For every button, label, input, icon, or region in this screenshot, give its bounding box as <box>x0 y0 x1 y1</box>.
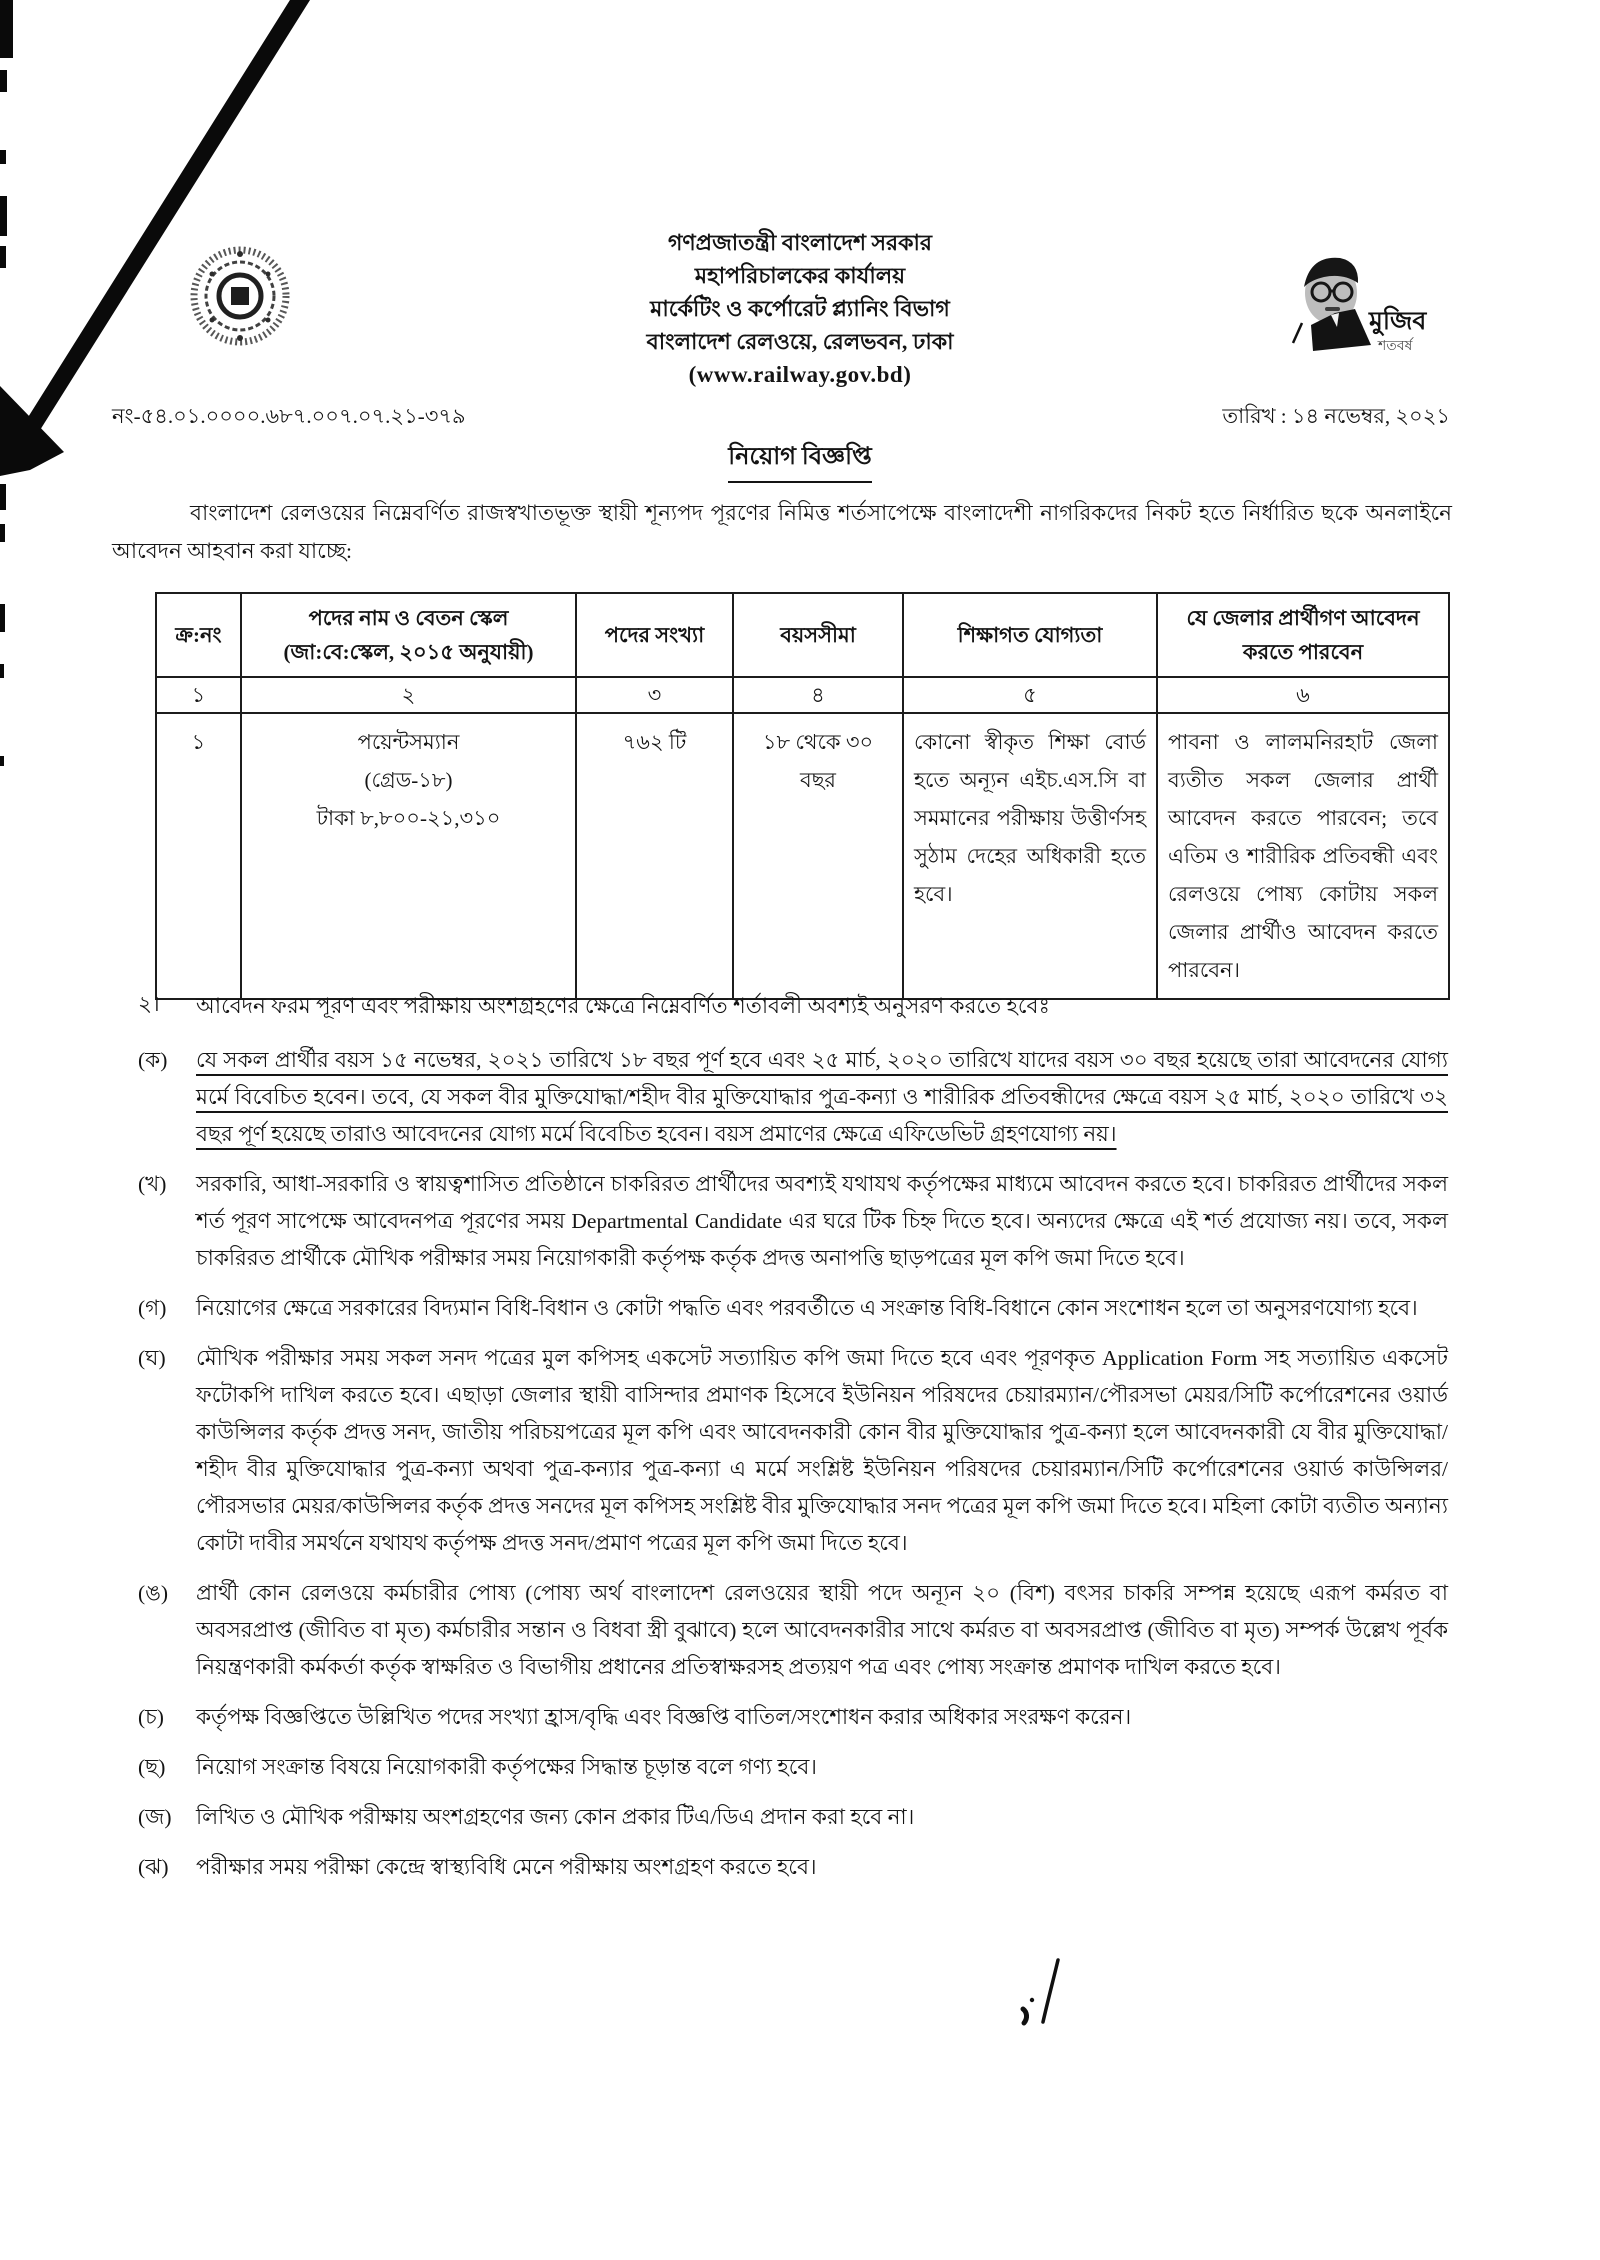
column-number-row <box>156 677 1449 713</box>
item-label: (গ) <box>138 1296 167 1320</box>
post-pay-scale: টাকা ৮,৮০০-২১,৩১০ <box>316 806 501 830</box>
website-text: (www.railway.gov.bd) <box>688 362 912 387</box>
item-label: (ঙ) <box>138 1581 169 1605</box>
condition-item <box>138 1799 1450 1836</box>
mujib-logo-word: মুজিব <box>1369 308 1427 335</box>
col-header-text: ক্র:নং <box>175 623 222 647</box>
handwritten-signature-mark <box>1005 1955 1085 2030</box>
age-range: ১৮ থেকে ৩০ <box>762 730 874 754</box>
col-number: ১ <box>156 677 241 713</box>
col-header-districts <box>1157 593 1449 677</box>
memo-number: নং-৫৪.০১.০০০০.৬৮৭.০০৭.০৭.২১-৩৭৯ <box>112 404 466 428</box>
cell-vacancies: ৭৬২ টি <box>576 713 733 999</box>
govt-header <box>400 226 1200 391</box>
org-line-4: বাংলাদেশ রেলওয়ে, রেলভবন, ঢাকা <box>646 329 954 354</box>
item-text: প্রার্থী কোন রেলওয়ে কর্মচারীর পোষ্য (পোষ্য অর্থ বাংলাদেশ রেলওয়ের স্থায়ী পদে অন্যূন ২০ (বিশ) বৎসর চাকরি সম্পন্ন হয়েছে এরূপ কর্মরত বা অবসরপ্রাপ্ত (জীবিত বা মৃত) কর্মচারীর সন্তান ও বিধবা স্ত্রী বুঝাবে) হলে আবেদনকারীর সাথে কর্মরত বা অবসরপ্রাপ্ত (জীবিত বা মৃত) সম্পর্ক উল্লেখ পূর্বক নিয়ন্ত্রণকারী কর্মকর্তা কর্তৃক স্বাক্ষরিত ও বিভাগীয় প্রধানের প্রতিস্বাক্ষরসহ প্রত্যয়ণ পত্র এবং পোষ্য সংক্রান্ত প্রমাণক দাখিল করতে হবে। <box>196 1581 1448 1679</box>
mujib-logo-subword: শতবর্ষ <box>1378 339 1413 354</box>
item-text: পরীক্ষার সময় পরীক্ষা কেন্দ্রে স্বাস্থ্যবিধি মেনে পরীক্ষায় অংশগ্রহণ করতে হবে। <box>196 1855 817 1879</box>
notice-title-wrap <box>0 438 1600 483</box>
col-header-text: পদের নাম ও বেতন স্কেল <box>308 606 509 630</box>
item-text: নিয়োগ সংক্রান্ত বিষয়ে নিয়োগকারী কর্তৃপক্ষের সিদ্ধান্ত চূড়ান্ত বলে গণ্য হবে। <box>196 1755 817 1779</box>
mujib-100-logo <box>1283 247 1428 362</box>
condition-item <box>138 1042 1450 1153</box>
condition-item <box>138 1166 1450 1277</box>
page-title: নিয়োগ বিজ্ঞপ্তি <box>728 438 871 483</box>
col-header-text: করতে পারবেন <box>1242 640 1364 664</box>
col-number: ৬ <box>1157 677 1449 713</box>
org-line-3: মার্কেটিং ও কর্পোরেট প্ল্যানিং বিভাগ <box>650 296 950 321</box>
col-header-text: যে জেলার প্রার্থীগণ আবেদন <box>1186 606 1420 630</box>
col-header-text: বয়সসীমা <box>780 623 856 647</box>
org-line-2: মহাপরিচালকের কার্যালয় <box>694 263 906 288</box>
col-header-sl <box>156 593 241 677</box>
col-number: ২ <box>241 677 576 713</box>
col-header-post <box>241 593 576 677</box>
item-text: যে সকল প্রার্থীর বয়স ১৫ নভেম্বর, ২০২১ তারিখে ১৮ বছর পূর্ণ হবে এবং ২৫ মার্চ, ২০২০ তারিখে যাদের বয়স ৩০ বছর হয়েছে তারা আবেদনের যোগ্য মর্মে বিবেচিত হবেন। তবে, যে সকল বীর মুক্তিযোদ্ধা/শহীদ বীর মুক্তিযোদ্ধার পুত্র-কন্যা ও শারীরিক প্রতিবন্ধীদের ক্ষেত্রে বয়স ২৫ মার্চ, ২০২০ তারিখে ৩২ বছর পূর্ণ হয়েছে তারাও আবেদনের যোগ্য মর্মে বিবেচিত হবেন। বয়স প্রমাণের ক্ষেত্রে এফিডেভিট গ্রহণযোগ্য নয়। <box>196 1048 1448 1146</box>
col-header-education <box>903 593 1157 677</box>
cell-education: কোনো স্বীকৃত শিক্ষা বোর্ড হতে অন্যূন এইচ.এস.সি বা সমমানের পরীক্ষায় উত্তীর্ণসহ সুঠাম দেহের অধিকারী হতে হবে। <box>903 713 1157 999</box>
item-text: লিখিত ও মৌখিক পরীক্ষায় অংশগ্রহণের জন্য কোন প্রকার টিএ/ডিএ প্রদান করা হবে না। <box>196 1805 915 1829</box>
section-heading: আবেদন ফরম পূরণ এবং পরীক্ষায় অংশগ্রহণের ক্ষেত্রে নিম্নেবর্ণিত শর্তাবলী অবশ্যই অনুসরণ করতে হবেঃ <box>196 994 1050 1018</box>
item-text: সরকারি, আধা-সরকারি ও স্বায়ত্বশাসিত প্রতিষ্ঠানে চাকরিরত প্রার্থীদের অবশ্যই যথাযথ কর্তৃপক্ষের মাধ্যমে আবেদন করতে হবে। চাকরিরত প্রার্থীদের সকল শর্ত পূরণ সাপেক্ষে আবেদনপত্র পূরণের সময় Departmental Candidate এর ঘরে টিক চিহ্ন দিতে হবে। অন্যদের ক্ষেত্রে এই শর্ত প্রযোজ্য নয়। তবে, সকল চাকরিরত প্রার্থীকে মৌখিক পরীক্ষার সময় নিয়োগকারী কর্তৃপক্ষ কর্তৃক প্রদত্ত অনাপত্তি ছাড়পত্রের মূল কপি জমা দিতে হবে। <box>196 1172 1448 1270</box>
memo-date-row <box>112 400 1450 435</box>
age-unit: বছর <box>800 768 836 792</box>
item-label: (ঝ) <box>138 1855 169 1879</box>
col-header-text: পদের সংখ্যা <box>604 623 705 647</box>
railway-seal-icon <box>190 238 290 356</box>
condition-item <box>138 1575 1450 1686</box>
item-label: (ছ) <box>138 1755 166 1779</box>
org-line-1: গণপ্রজাতন্ত্রী বাংলাদেশ সরকার <box>667 230 933 255</box>
post-grade: (গ্রেড-১৮) <box>364 768 453 792</box>
col-header-text: শিক্ষাগত যোগ্যতা <box>957 623 1103 647</box>
condition-item <box>138 1340 1450 1562</box>
section-heading-row <box>138 986 1450 1026</box>
table-header-row <box>156 593 1449 677</box>
item-text: মৌখিক পরীক্ষার সময় সকল সনদ পত্রের মুল কপিসহ একসেট সত্যায়িত কপি জমা দিতে হবে এবং পূরণকৃত Application Form সহ সত্যায়িত একসেট ফটোকপি দাখিল করতে হবে। এছাড়া জেলার স্থায়ী বাসিন্দার প্রমাণক হিসেবে ইউনিয়ন পরিষদের চেয়ারম্যান/পৌরসভা মেয়র/সিটি কর্পোরেশনের ওয়ার্ড কাউন্সিলর কর্তৃক প্রদত্ত সনদ, জাতীয় পরিচয়পত্রের মূল কপি এবং আবেদনকারী কোন বীর মুক্তিযোদ্ধার পুত্র-কন্যা হলে আবেদনকারী যে বীর মুক্তিযোদ্ধা/শহীদ বীর মুক্তিযোদ্ধার পুত্র-কন্যা অথবা পুত্র-কন্যার পুত্র-কন্যা এ মর্মে সংশ্লিষ্ট ইউনিয়ন পরিষদের চেয়ারম্যান/সিটি কর্পোরেশনের ওয়ার্ড কাউন্সিলর/পৌরসভার মেয়র/কাউন্সিলর কর্তৃক প্রদত্ত সনদের মূল কপিসহ সংশ্লিষ্ট বীর মুক্তিযোদ্ধার সনদ পত্রের মূল কপি জমা দিতে হবে। মহিলা কোটা ব্যতীত অন্যান্য কোটা দাবীর সমর্থনে যথাযথ কর্তৃপক্ষ প্রদত্ত সনদ/প্রমাণ পত্রের মূল কপি জমা দিতে হবে। <box>196 1346 1448 1555</box>
col-header-vacancies <box>576 593 733 677</box>
item-text: কর্তৃপক্ষ বিজ্ঞপ্তিতে উল্লিখিত পদের সংখ্যা হ্রাস/বৃদ্ধি এবং বিজ্ঞপ্তি বাতিল/সংশোধন করার অধিকার সংরক্ষণ করেন। <box>196 1705 1132 1729</box>
col-number: ৩ <box>576 677 733 713</box>
condition-item <box>138 1849 1450 1886</box>
post-title: পয়েন্টসম্যান <box>357 730 460 754</box>
cell-districts: পাবনা ও লালমনিরহাট জেলা ব্যতীত সকল জেলার প্রার্থী আবেদন করতে পারবেন; তবে এতিম ও শারীরিক প্রতিবন্ধী এবং রেলওয়ে পোষ্য কোটায় সকল জেলার প্রার্থীও আবেদন করতে পারবেন। <box>1157 713 1449 999</box>
date-text: তারিখ : ১৪ নভেম্বর, ২০২১ <box>1222 404 1450 428</box>
item-label: (খ) <box>138 1172 167 1196</box>
col-header-age <box>733 593 903 677</box>
vacancy-table <box>155 592 1450 1000</box>
col-number: ৫ <box>903 677 1157 713</box>
item-label: (চ) <box>138 1705 164 1729</box>
conditions-section <box>138 986 1450 1899</box>
condition-item <box>138 1749 1450 1786</box>
table-row <box>156 713 1449 999</box>
item-text: নিয়োগের ক্ষেত্রে সরকারের বিদ্যমান বিধি-বিধান ও কোটা পদ্ধতি এবং পরবর্তীতে এ সংক্রান্ত বিধি-বিধানে কোন সংশোধন হলে তা অনুসরণযোগ্য হবে। <box>196 1296 1418 1320</box>
section-number: ২। <box>138 992 160 1016</box>
condition-item <box>138 1290 1450 1327</box>
item-label: (জ) <box>138 1805 172 1829</box>
cell-sl: ১ <box>156 713 241 999</box>
col-header-text: (জা:বে:স্কেল, ২০১৫ অনুযায়ী) <box>283 640 534 664</box>
condition-item <box>138 1699 1450 1736</box>
item-label: (ঘ) <box>138 1346 166 1370</box>
intro-paragraph: বাংলাদেশ রেলওয়ের নিম্নেবর্ণিত রাজস্বখাতভূক্ত স্থায়ী শূন্যপদ পূরণের নিমিত্ত শর্তসাপেক্ষে বাংলাদেশী নাগরিকদের নিকট হতে নির্ধারিত ছকে অনলাইনে আবেদন আহবান করা যাচ্ছে: <box>112 501 1452 563</box>
col-number: ৪ <box>733 677 903 713</box>
cell-age <box>733 713 903 999</box>
cell-post-name <box>241 713 576 999</box>
item-label: (ক) <box>138 1048 168 1072</box>
